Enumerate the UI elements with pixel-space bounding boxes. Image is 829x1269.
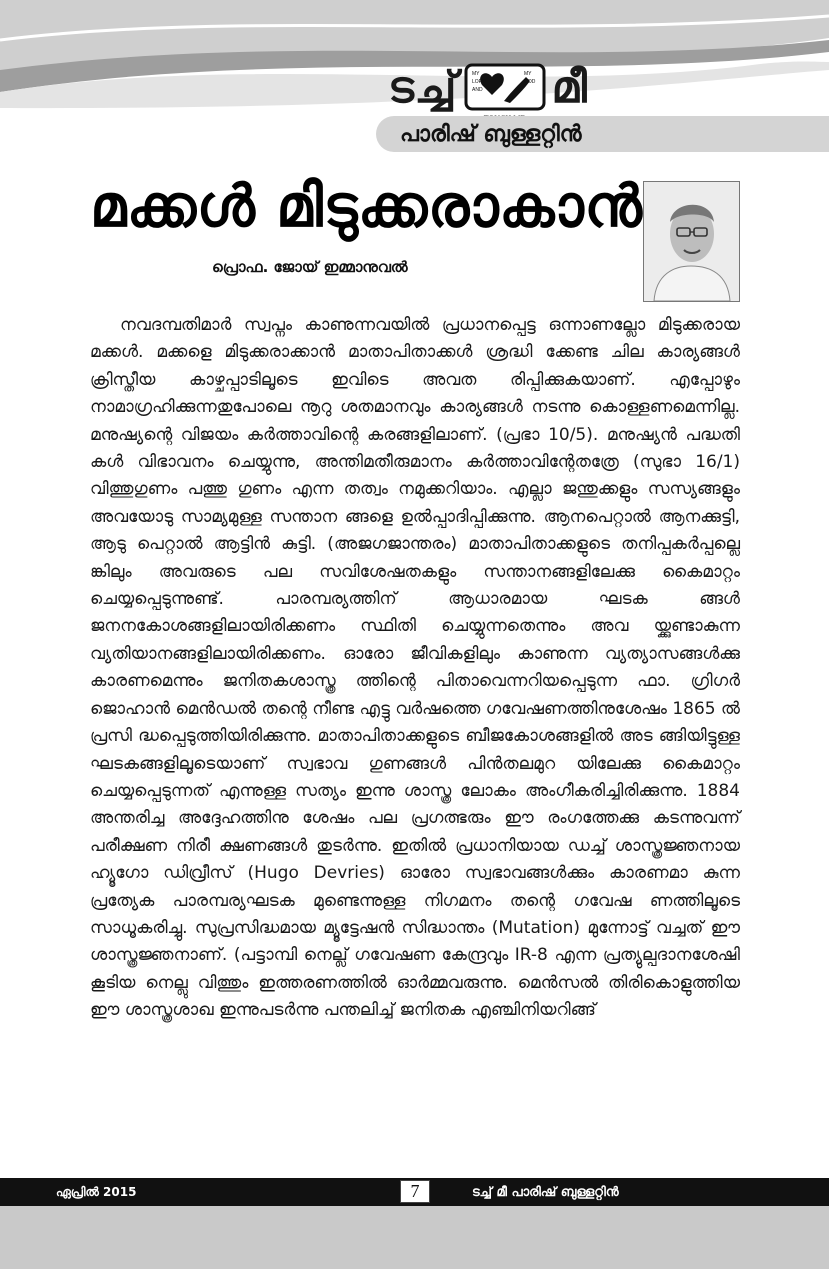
footer-publication: ടച്ച് മീ പാരിഷ് ബുള്ളറ്റിൻ [472, 1184, 619, 1200]
masthead-title-left: ടച്ച് [388, 61, 458, 113]
author-photo [643, 181, 740, 302]
article-author: പ്രൊഫ. ജോയ് ഇമ്മാനുവൽ [212, 258, 408, 276]
svg-text:AND: AND [471, 87, 483, 93]
footer-date: ഏപ്രിൽ 2015 [56, 1184, 137, 1199]
page-header [0, 0, 829, 160]
svg-text:MY: MY [471, 71, 479, 77]
svg-text:MY: MY [523, 71, 531, 77]
svg-text:LORD: LORD [471, 79, 486, 85]
author-portrait-image [644, 182, 739, 301]
page-footer [0, 1178, 829, 1206]
masthead-title-right: മീ [551, 61, 588, 113]
hand-heart-icon [464, 61, 546, 113]
article-title: മക്കൾ മിടുക്കരാകാൻ [90, 172, 643, 240]
svg-text:GOD: GOD [523, 79, 535, 85]
footer-page-number: 7 [400, 1180, 430, 1203]
masthead [388, 58, 788, 116]
footer-band [0, 1206, 829, 1269]
article-paragraph: നവദമ്പതിമാർ സ്വപ്നം കാണുന്നവയിൽ പ്രധാനപ്പെട്ട ഒന്നാണല്ലോ മിടുക്കരായ മക്കൾ. മക്കളെ മിടുക്കരാക്കാൻ മാതാപിതാക്കൾ ശ്രദ്ധി ക്കേണ്ട ചില കാര്യങ്ങൾ ക്രിസ്തീയ കാഴ്ചപ്പാടിലൂടെ ഇവിടെ അവത രിപ്പിക്കുകയാണ്. എപ്പോഴും നാമാഗ്രഹിക്കുന്നതുപോലെ നൂറു ശതമാനവും കാര്യങ്ങൾ നടന്നു കൊള്ളണമെന്നില്ല. മനുഷ്യന്റെ വിജയം കർത്താവിന്റെ കരങ്ങളിലാണ്. (പ്രഭാ 10/5). മനുഷ്യൻ പദ്ധതി കൾ വിഭാവനം ചെയ്യുന്നു, അന്തിമതീരുമാനം കർത്താവിന്റേതത്രേ (സുഭാ 16/1) വിത്തുഗുണം പത്തു ഗുണം എന്ന തത്വം നമുക്കറിയാം. എല്ലാ ജന്തുക്കളും സസ്യങ്ങളും അവയോടു സാമ്യമുള്ള സന്താന ങ്ങളെ ഉൽപ്പാദിപ്പിക്കുന്നു. ആനപെറ്റാൽ ആനക്കുട്ടി, ആടു പെറ്റാൽ ആട്ടിൻ കുട്ടി. (അജഗജാന്തരം) മാതാപിതാക്കളുടെ തനിപ്പകർപ്പല്ലെ ങ്കിലും അവരുടെ പല സവിശേഷതകളും സന്താനങ്ങളിലേക്കു കൈമാറ്റം ചെയ്യപ്പെടുന്നുണ്ട്. പാരമ്പര്യത്തിന് ആധാരമായ ഘടക ങ്ങൾ ജനനകോശങ്ങളിലായിരിക്കണം സ്ഥിതി ചെയ്യുന്നതെന്നും അവ യ്ക്കുണ്ടാകുന്ന വ്യതിയാനങ്ങളിലായിരിക്കണം. ഓരോ ജീവികളിലും കാണുന്ന വ്യത്യാസങ്ങൾക്കു കാരണമെന്നും ജനിതകശാസ്ത്ര ത്തിന്റെ പിതാവെന്നറിയപ്പെടുന്ന ഫാ. ഗ്രിഗർ ജൊഹാൻ മെൻഡൽ തന്റെ നീണ്ട എട്ടു വർഷത്തെ ഗവേഷണത്തിനുശേഷം 1865 ൽ പ്രസി ദ്ധപ്പെടുത്തിയിരിക്കുന്നു. മാതാപിതാക്കളുടെ ബീജകോശങ്ങളിൽ അട ങ്ങിയിട്ടുള്ള ഘടകങ്ങളിലൂടെയാണ് സ്വഭാവ ഗുണങ്ങൾ പിൻതലമുറ യിലേക്കു കൈമാറ്റം ചെയ്യപ്പെടുന്നത് എന്നുള്ള സത്യം ഇന്നു ശാസ്ത്ര ലോകം അംഗീകരിച്ചിരിക്കുന്നു. 1884 അന്തരിച്ച അദ്ദേഹത്തിനു ശേഷം പല പ്രഗത്ഭരും ഈ രംഗത്തേക്കു കടന്നുവന്ന് പരീക്ഷണ നിരീ ക്ഷണങ്ങൾ തുടർന്നു. ഇതിൽ പ്രധാനിയായ ഡച്ച് ശാസ്ത്രജ്ഞനായ ഹ്യൂഗോ ഡിവ്രീസ് (Hugo Devries) ഓരോ സ്വഭാവങ്ങൾക്കും കാരണമാ കുന്ന പ്രത്യേക പാരമ്പര്യഘടക മുണ്ടെന്നുള്ള നിഗമനം തന്റെ ഗവേഷ ണത്തിലൂടെ സാധൂകരിച്ചു. സുപ്രസിദ്ധമായ മ്യൂട്ടേഷൻ സിദ്ധാന്തം (Mutation) മുന്നോട്ട് വച്ചത് ഈ ശാസ്ത്രജ്ഞനാണ്. (പട്ടാമ്പി നെല്ല് ഗവേഷണ കേന്ദ്രവും IR-8 എന്ന പ്രത്യുല്പദാനശേഷി കൂടിയ നെല്ലു വിത്തും ഇത്തരണത്തിൽ ഓർമ്മവരുന്നു. മെൻസൽ തിരികൊളുത്തിയ ഈ ശാസ്ത്രശാഖ ഇന്നുപടർന്നു പന്തലിച്ച് ജനിതക എഞ്ചിനിയറിങ്ങ് [90, 315, 740, 1021]
article-body [90, 312, 740, 1025]
bulletin-subtitle: പാരിഷ് ബുള്ളറ്റിൻ [376, 116, 829, 152]
touch-me-logo [464, 61, 546, 113]
